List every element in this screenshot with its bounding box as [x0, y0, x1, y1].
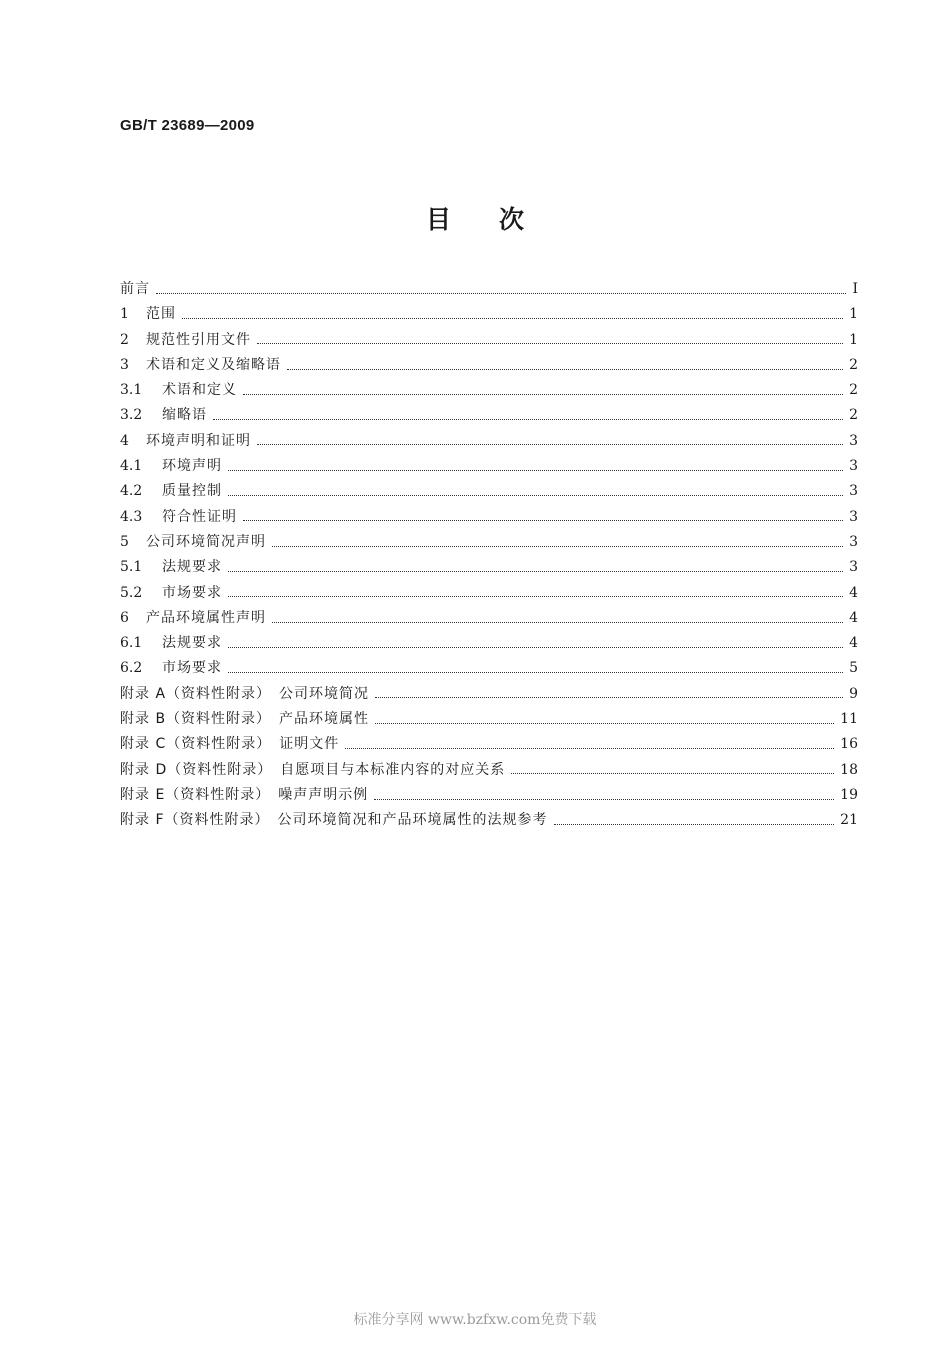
toc-entry-label: 术语和定义 [162, 382, 237, 399]
page-title: 目次 [425, 205, 572, 234]
toc-entry-page: 18 [840, 761, 858, 778]
toc-entry-page: 3 [849, 458, 858, 475]
toc-entry-label: 附录 B（资料性附录） 产品环境属性 [120, 711, 370, 728]
toc-entry-number: 5 [120, 533, 129, 550]
toc-entry-page: 3 [849, 432, 858, 449]
dot-leader [554, 823, 835, 825]
dot-leader [243, 393, 843, 395]
toc-entry[interactable] [120, 733, 858, 758]
toc-entry[interactable] [120, 809, 858, 834]
toc-entry-page: 9 [849, 685, 858, 702]
toc-entry-page: 4 [849, 584, 858, 601]
toc-entry[interactable] [120, 556, 858, 581]
toc-entry[interactable] [120, 506, 858, 531]
toc-entry-page: 2 [849, 407, 858, 424]
dot-leader [257, 342, 843, 344]
toc-entry[interactable] [120, 329, 858, 354]
toc-entry-label: 环境声明和证明 [146, 432, 251, 449]
dot-leader [375, 722, 834, 724]
toc-entry-label: 术语和定义及缩略语 [146, 356, 281, 373]
toc-entry[interactable] [120, 632, 858, 657]
toc-entry-number: 3 [120, 356, 129, 373]
dot-leader [345, 747, 834, 749]
toc-entry[interactable] [120, 379, 858, 404]
toc-entry[interactable] [120, 582, 858, 607]
toc-entry-page: 4 [849, 609, 858, 626]
toc-entry[interactable] [120, 607, 858, 632]
toc-entry-label: 前言 [120, 281, 150, 297]
toc-entry-number: 4.2 [120, 483, 143, 500]
table-of-contents [120, 278, 858, 835]
toc-entry-page: 3 [849, 508, 858, 525]
toc-entry[interactable] [120, 683, 858, 708]
toc-entry[interactable] [120, 303, 858, 328]
toc-entry-label: 质量控制 [162, 483, 222, 500]
toc-entry[interactable] [120, 354, 858, 379]
toc-entry-page: 21 [840, 812, 858, 829]
dot-leader [511, 772, 834, 774]
toc-entry-number: 1 [120, 306, 129, 323]
toc-entry-label: 符合性证明 [162, 508, 237, 525]
toc-entry[interactable] [120, 784, 858, 809]
toc-entry-label: 市场要求 [162, 660, 222, 677]
toc-entry-number: 4.3 [120, 508, 143, 525]
toc-entry-page: 11 [840, 711, 858, 728]
watermark-footer: 标准分享网 www.bzfxw.com免费下载 [353, 1312, 597, 1328]
toc-entry[interactable] [120, 531, 858, 556]
toc-entry-page: 3 [849, 559, 858, 576]
toc-entry-number: 4 [120, 432, 129, 449]
toc-entry-label: 公司环境简况声明 [146, 533, 266, 550]
toc-entry-number: 4.1 [120, 458, 143, 475]
toc-entry[interactable] [120, 480, 858, 505]
toc-entry-number: 6 [120, 609, 129, 626]
toc-entry-label: 附录 A（资料性附录） 公司环境简况 [120, 685, 370, 702]
dot-leader [213, 418, 843, 420]
toc-entry-page: 16 [840, 736, 858, 753]
dot-leader [228, 570, 843, 572]
toc-entry-page: Ⅰ [852, 281, 858, 297]
toc-entry-label: 附录 D（资料性附录） 自愿项目与本标准内容的对应关系 [120, 761, 506, 778]
dot-leader [228, 494, 843, 496]
dot-leader [156, 292, 846, 294]
toc-entry[interactable] [120, 278, 858, 303]
toc-entry[interactable] [120, 404, 858, 429]
toc-entry-page: 2 [849, 382, 858, 399]
dot-leader [228, 671, 843, 673]
toc-entry-number: 3.2 [120, 407, 143, 424]
toc-entry-page: 5 [849, 660, 858, 677]
toc-entry[interactable] [120, 430, 858, 455]
dot-leader [272, 545, 843, 547]
toc-entry-label: 环境声明 [162, 458, 222, 475]
toc-entry-number: 3.1 [120, 382, 143, 399]
dot-leader [272, 621, 843, 623]
toc-entry-number: 5.2 [120, 584, 143, 601]
toc-entry[interactable] [120, 455, 858, 480]
dot-leader [243, 519, 843, 521]
toc-entry-page: 3 [849, 483, 858, 500]
standard-code: GB/T 23689—2009 [120, 117, 255, 134]
dot-leader [228, 646, 843, 648]
dot-leader [287, 368, 843, 370]
toc-entry-page: 19 [840, 786, 858, 803]
dot-leader [257, 443, 843, 445]
dot-leader [228, 595, 843, 597]
toc-entry[interactable] [120, 759, 858, 784]
toc-entry-label: 市场要求 [162, 584, 222, 601]
dot-leader [228, 469, 843, 471]
toc-entry-label: 附录 F（资料性附录） 公司环境简况和产品环境属性的法规参考 [120, 812, 548, 829]
toc-entry-label: 产品环境属性声明 [146, 609, 266, 626]
toc-entry-label: 法规要求 [162, 635, 222, 652]
toc-entry-page: 2 [849, 356, 858, 373]
toc-entry-number: 6.2 [120, 660, 143, 677]
toc-entry-number: 5.1 [120, 559, 143, 576]
dot-leader [182, 317, 843, 319]
toc-entry-label: 缩略语 [162, 407, 207, 424]
dot-leader [374, 798, 834, 800]
toc-entry-label: 范围 [146, 306, 176, 323]
toc-entry-number: 2 [120, 331, 129, 348]
toc-entry-label: 附录 C（资料性附录） 证明文件 [120, 736, 340, 753]
dot-leader [375, 696, 843, 698]
toc-entry-page: 4 [849, 635, 858, 652]
toc-entry-label: 规范性引用文件 [146, 331, 251, 348]
toc-entry-page: 1 [849, 331, 858, 348]
toc-entry-page: 3 [849, 533, 858, 550]
toc-entry-number: 6.1 [120, 635, 143, 652]
toc-entry-label: 附录 E（资料性附录） 噪声声明示例 [120, 786, 369, 803]
toc-entry[interactable] [120, 657, 858, 682]
toc-entry-page: 1 [849, 306, 858, 323]
toc-entry[interactable] [120, 708, 858, 733]
toc-entry-label: 法规要求 [162, 559, 222, 576]
